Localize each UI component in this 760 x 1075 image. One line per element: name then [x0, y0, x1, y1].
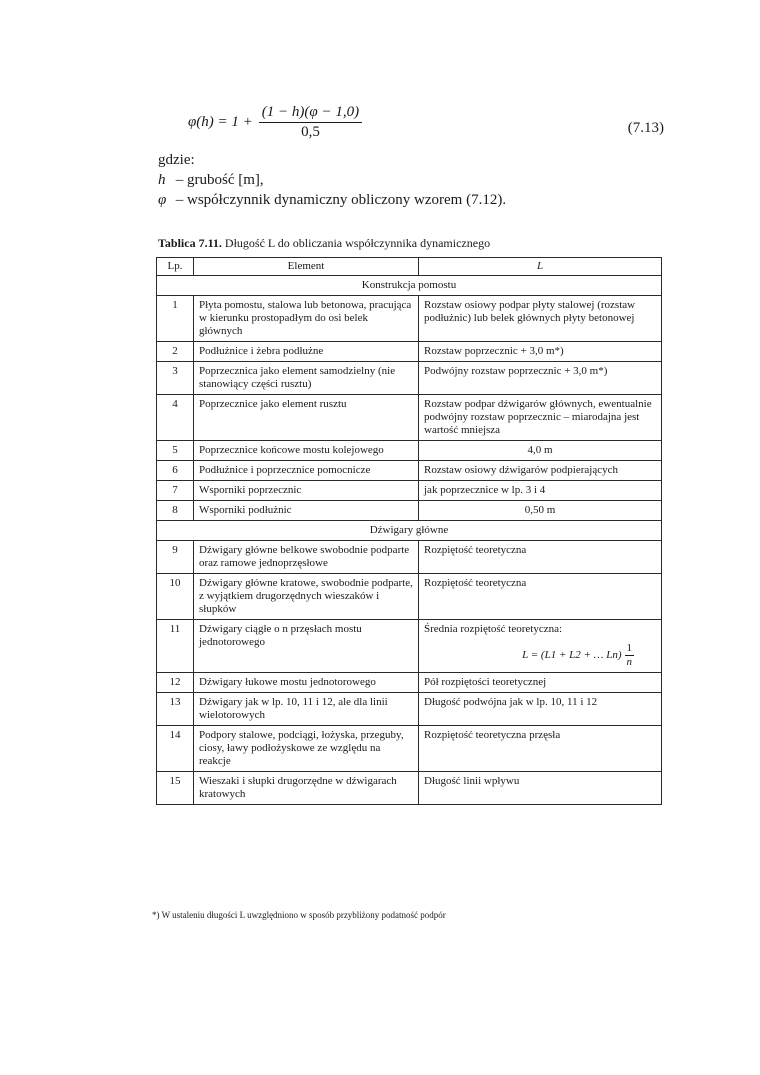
cell-lp-text: 1 — [172, 299, 178, 311]
cell-element — [194, 441, 419, 461]
cell-element — [194, 395, 419, 441]
cell-element-text: Poprzecznice jako element rusztu — [199, 398, 347, 410]
where-intro: gdzie: — [158, 152, 195, 168]
section-body — [157, 521, 662, 805]
section-title: Konstrukcja pomostu — [157, 276, 662, 296]
table-row — [157, 395, 662, 441]
cell-length — [419, 342, 662, 362]
cell-length — [419, 693, 662, 726]
cell-length-text: Rozstaw osiowy podpar płyty stalowej (rozstaw podłużnic) lub belek głównych płyty betonowej — [424, 299, 636, 324]
cell-lp-text: 6 — [172, 464, 178, 476]
where-symbol: h — [158, 172, 166, 188]
cell-element — [194, 574, 419, 620]
cell-length — [419, 501, 662, 521]
table-header-row — [157, 258, 662, 276]
cell-element-text: Wsporniki podłużnic — [199, 504, 292, 516]
where-block — [158, 150, 506, 210]
table-row — [157, 441, 662, 461]
formula-lhs: φ(h) = 1 + — [188, 114, 253, 130]
cell-length — [419, 461, 662, 481]
cell-lp-text: 5 — [172, 444, 178, 456]
table-row — [157, 772, 662, 805]
cell-element-text: Podłużnice i żebra podłużne — [199, 345, 324, 357]
table-row — [157, 620, 662, 673]
equation-number: (7.13) — [627, 120, 664, 136]
table-row — [157, 673, 662, 693]
cell-lp — [157, 574, 194, 620]
where-item — [158, 190, 506, 210]
cell-lp-text: 15 — [169, 775, 181, 787]
cell-element-text: Wieszaki i słupki drugorzędne w dźwigarach kratowych — [199, 775, 397, 800]
cell-element-text: Dźwigary główne kratowe, swobodnie podparte, z wyjątkiem drugorzędnych wieszaków i słupków — [199, 577, 413, 615]
cell-element — [194, 481, 419, 501]
cell-element — [194, 342, 419, 362]
cell-element-text: Wsporniki poprzecznic — [199, 484, 302, 496]
table-row — [157, 726, 662, 772]
fraction-numerator: 1 — [626, 642, 632, 654]
cell-element-text: Podpory stalowe, podciągi, łożyska, przeguby, ciosy, ławy podłożyskowe ze względu na reakcje — [199, 729, 404, 767]
formula-numerator: (1 − h)(φ − 1,0) — [259, 104, 362, 123]
cell-lp — [157, 481, 194, 501]
cell-lp — [157, 395, 194, 441]
cell-length-text: Długość linii wpływu — [424, 775, 520, 787]
cell-lp — [157, 620, 194, 673]
cell-length — [419, 772, 662, 805]
cell-lp-text: 3 — [172, 365, 178, 377]
section-body — [157, 276, 662, 521]
table-row — [157, 481, 662, 501]
section-row — [157, 276, 662, 296]
table-row — [157, 296, 662, 342]
cell-element — [194, 296, 419, 342]
cell-length — [419, 541, 662, 574]
cell-length-text: Rozpiętość teoretyczna — [424, 577, 527, 589]
cell-element — [194, 693, 419, 726]
cell-lp — [157, 362, 194, 395]
cell-lp — [157, 441, 194, 461]
cell-element-text: Poprzecznica jako element samodzielny (nie stanowiący części rusztu) — [199, 365, 396, 390]
cell-length-text: Rozstaw poprzecznic + 3,0 m*) — [424, 345, 564, 357]
table-row — [157, 342, 662, 362]
fraction-denominator: n — [626, 656, 632, 668]
cell-element — [194, 726, 419, 772]
cell-length — [419, 574, 662, 620]
cell-element — [194, 620, 419, 673]
cell-length-text: Rozstaw osiowy dźwigarów podpierających — [424, 464, 618, 476]
cell-element-text: Dźwigary ciągłe o n przęsłach mostu jednotorowego — [199, 623, 362, 648]
cell-length-text: 0,50 m — [524, 504, 556, 516]
where-item — [158, 170, 506, 190]
header-element: Element — [194, 258, 419, 276]
header-length: L — [419, 258, 662, 276]
cell-element — [194, 772, 419, 805]
cell-lp-text: 4 — [172, 398, 178, 410]
cell-length — [419, 620, 662, 673]
cell-element — [194, 541, 419, 574]
cell-length-text: Pół rozpiętości teoretycznej — [424, 676, 547, 688]
cell-lp — [157, 541, 194, 574]
cell-lp — [157, 673, 194, 693]
cell-length-text: Rozstaw podpar dźwigarów głównych, ewentualnie podwójny rozstaw poprzecznic – miarodajna jest wartość mniejsza — [424, 398, 652, 436]
where-text: – współczynnik dynamiczny obliczony wzorem (7.12). — [175, 192, 507, 208]
cell-element-text: Poprzecznice końcowe mostu kolejowego — [199, 444, 384, 456]
table-row — [157, 541, 662, 574]
cell-lp-text: 9 — [172, 544, 178, 556]
average-span-fraction — [625, 642, 635, 669]
table-caption — [158, 236, 490, 251]
where-symbol: φ — [158, 192, 167, 208]
cell-element — [194, 501, 419, 521]
cell-element-text: Płyta pomostu, stalowa lub betonowa, pracująca w kierunku prostopadłym do osi belek głównych — [199, 299, 412, 337]
cell-element-text: Podłużnice i poprzecznice pomocnicze — [199, 464, 371, 476]
cell-lp-text: 2 — [172, 345, 178, 357]
cell-length-text: Rozpiętość teoretyczna — [424, 544, 527, 556]
table-row — [157, 501, 662, 521]
cell-length-text: jak poprzecznice w lp. 3 i 4 — [424, 484, 546, 496]
cell-lp — [157, 693, 194, 726]
formula-fraction — [259, 104, 362, 141]
cell-element — [194, 461, 419, 481]
cell-length-text: Podwójny rozstaw poprzecznic + 3,0 m*) — [424, 365, 608, 377]
cell-lp-text: 8 — [172, 504, 178, 516]
table-row — [157, 362, 662, 395]
cell-lp-text: 11 — [169, 623, 181, 635]
average-span-formula — [424, 642, 656, 669]
section-row — [157, 521, 662, 541]
cell-length-text: Średnia rozpiętość teoretyczna: — [424, 623, 563, 635]
footnote: *) W ustaleniu długości L uwzględniono w sposób przybliżony podatność podpór — [152, 910, 446, 920]
cell-length — [419, 296, 662, 342]
cell-lp — [157, 772, 194, 805]
cell-element-text: Dźwigary łukowe mostu jednotorowego — [199, 676, 376, 688]
cell-length — [419, 362, 662, 395]
cell-length-text: 4,0 m — [527, 444, 553, 456]
formula-denominator: 0,5 — [301, 124, 320, 140]
table-row — [157, 693, 662, 726]
cell-element-text: Dźwigary jak w lp. 10, 11 i 12, ale dla linii wielotorowych — [199, 696, 388, 721]
length-table — [156, 257, 662, 805]
cell-lp-text: 10 — [169, 577, 181, 589]
header-lp: Lp. — [157, 258, 194, 276]
cell-lp-text: 12 — [169, 676, 181, 688]
cell-length-text: Rozpiętość teoretyczna przęsła — [424, 729, 561, 741]
cell-length-text: Długość podwójna jak w lp. 10, 11 i 12 — [424, 696, 598, 708]
cell-element — [194, 673, 419, 693]
cell-lp — [157, 501, 194, 521]
cell-length — [419, 673, 662, 693]
cell-element-text: Dźwigary główne belkowe swobodnie podparte oraz ramowe jednoprzęsłowe — [199, 544, 410, 569]
cell-lp — [157, 342, 194, 362]
cell-length — [419, 481, 662, 501]
cell-length — [419, 395, 662, 441]
table-caption-label: Tablica 7.11. — [158, 236, 222, 250]
where-text: – grubość [m], — [175, 172, 264, 188]
average-span-formula-text: L = (L1 + L2 + … Ln) — [522, 649, 622, 661]
table-row — [157, 461, 662, 481]
cell-length — [419, 441, 662, 461]
cell-lp-text: 7 — [172, 484, 178, 496]
cell-element — [194, 362, 419, 395]
cell-lp — [157, 726, 194, 772]
cell-lp-text: 13 — [169, 696, 181, 708]
section-title: Dźwigary główne — [157, 521, 662, 541]
cell-lp-text: 14 — [169, 729, 181, 741]
formula-7-13 — [188, 104, 362, 141]
cell-lp — [157, 461, 194, 481]
table-caption-text: Długość L do obliczania współczynnika dynamicznego — [224, 236, 491, 250]
cell-length — [419, 726, 662, 772]
cell-lp — [157, 296, 194, 342]
table-row — [157, 574, 662, 620]
